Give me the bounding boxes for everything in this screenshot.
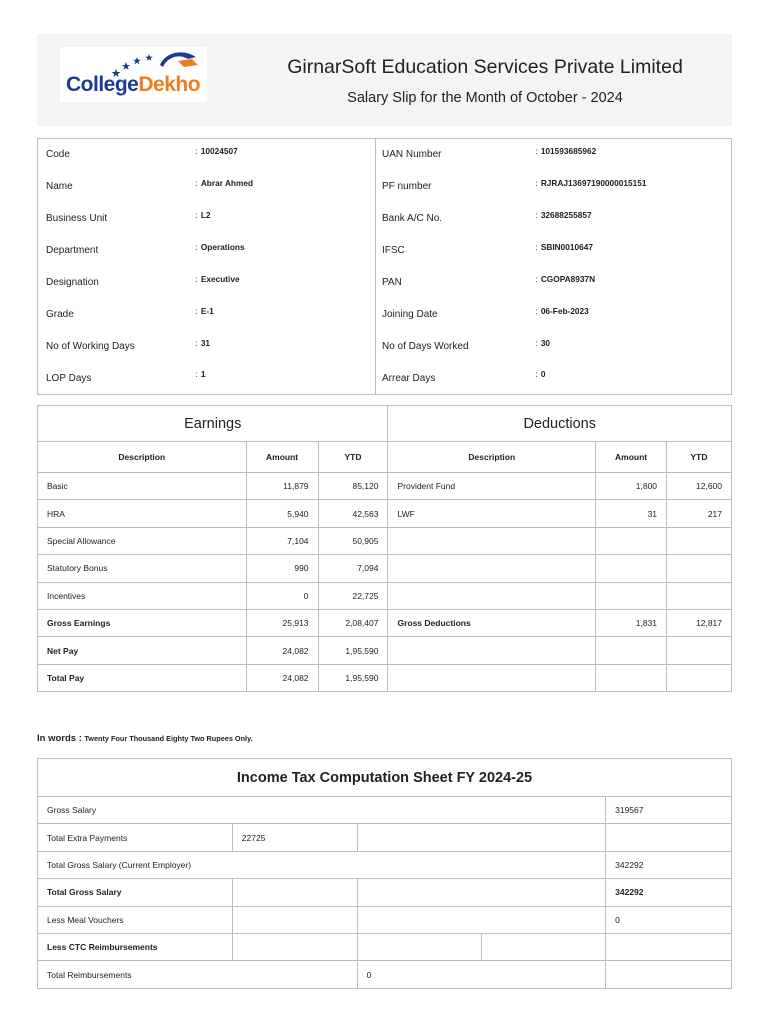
row-amount: 1,95,590 xyxy=(318,637,388,664)
row-amount: 2,08,407 xyxy=(318,609,388,636)
info-label: Arrear Days xyxy=(376,363,536,395)
row-description xyxy=(388,664,596,691)
row-amount: 22,725 xyxy=(318,582,388,609)
tax-label: Total Extra Payments xyxy=(38,824,233,851)
info-value: : Operations xyxy=(195,241,245,252)
info-value: : 10024507 xyxy=(195,145,238,156)
row-description: Incentives xyxy=(38,582,247,609)
row-amount: 42,563 xyxy=(318,500,388,527)
slip-header xyxy=(37,34,732,126)
words-label: In words : xyxy=(37,733,82,744)
tax-label: Less CTC Reimbursements xyxy=(38,933,233,960)
earnings-row xyxy=(38,500,732,527)
company-name: GirnarSoft Education Services Private Limited xyxy=(287,56,683,78)
tax-value: 319567 xyxy=(606,797,732,824)
row-amount xyxy=(596,637,667,664)
column-header: Description xyxy=(38,442,247,473)
row-description: Net Pay xyxy=(38,637,247,664)
tax-cell xyxy=(482,933,606,960)
info-label: Bank A/C No. xyxy=(376,203,536,235)
tax-label: Total Gross Salary xyxy=(38,879,233,906)
info-row xyxy=(38,331,732,363)
row-description: Statutory Bonus xyxy=(38,555,247,582)
row-amount: 12,817 xyxy=(667,609,732,636)
info-value: : 101593685962 xyxy=(535,145,597,156)
tax-cell xyxy=(606,961,732,988)
company-logo xyxy=(60,47,207,102)
column-header: Amount xyxy=(246,442,318,473)
info-label: UAN Number xyxy=(376,139,536,171)
info-value: : CGOPA8937N xyxy=(535,273,596,284)
row-amount: 85,120 xyxy=(318,473,388,500)
column-header: YTD xyxy=(667,442,732,473)
row-amount: 217 xyxy=(667,500,732,527)
row-amount: 5,940 xyxy=(246,500,318,527)
tax-cell xyxy=(357,824,606,851)
info-row xyxy=(38,139,732,171)
tax-cell xyxy=(357,933,482,960)
tax-value: 342292 xyxy=(606,879,732,906)
tax-value: 22725 xyxy=(232,824,357,851)
slip-subtitle: Salary Slip for the Month of October - 2024 xyxy=(347,90,623,106)
tax-value: 0 xyxy=(357,961,606,988)
info-label: Code xyxy=(46,149,70,161)
row-description: Gross Earnings xyxy=(38,609,247,636)
tax-cell xyxy=(357,906,606,933)
row-description: Special Allowance xyxy=(38,527,247,554)
row-description xyxy=(388,582,596,609)
row-amount xyxy=(667,664,732,691)
info-value: : 06-Feb-2023 xyxy=(535,305,589,316)
tax-cell xyxy=(357,879,606,906)
info-value: : 31 xyxy=(195,337,211,348)
row-amount: 50,905 xyxy=(318,527,388,554)
amount-in-words xyxy=(37,733,253,744)
income-tax-table xyxy=(37,758,732,989)
tax-cell xyxy=(232,906,357,933)
row-amount: 24,082 xyxy=(246,637,318,664)
row-description: LWF xyxy=(388,500,596,527)
row-amount: 7,094 xyxy=(318,555,388,582)
row-amount: 1,831 xyxy=(596,609,667,636)
row-amount: 12,600 xyxy=(667,473,732,500)
row-amount xyxy=(596,664,667,691)
row-amount: 990 xyxy=(246,555,318,582)
row-description xyxy=(388,527,596,554)
row-amount: 1,95,590 xyxy=(318,664,388,691)
logo-text: CollegeDekho xyxy=(66,73,201,96)
earnings-deductions-table xyxy=(37,405,732,692)
row-amount: 1,800 xyxy=(596,473,667,500)
info-value: : RJRAJ13697190000015151 xyxy=(535,177,647,188)
words-value: Twenty Four Thousand Eighty Two Rupees Only. xyxy=(84,734,253,743)
info-value: : Executive xyxy=(195,273,240,284)
row-description xyxy=(388,637,596,664)
column-header: Description xyxy=(388,442,596,473)
column-header: YTD xyxy=(318,442,388,473)
tax-cell xyxy=(606,933,732,960)
info-label: Designation xyxy=(46,277,99,288)
row-amount: 24,082 xyxy=(246,664,318,691)
tax-label: Less Meal Vouchers xyxy=(38,906,233,933)
row-amount: 25,913 xyxy=(246,609,318,636)
row-description: HRA xyxy=(38,500,247,527)
tax-title: Income Tax Computation Sheet FY 2024-25 xyxy=(38,759,732,797)
row-amount xyxy=(596,527,667,554)
tax-value: 342292 xyxy=(606,851,732,878)
info-label: LOP Days xyxy=(46,372,92,384)
earnings-row xyxy=(38,473,732,500)
info-label: PF number xyxy=(376,171,536,203)
earnings-heading: Earnings xyxy=(38,406,388,442)
info-row xyxy=(38,363,732,395)
info-row xyxy=(38,203,732,235)
row-description: Provident Fund xyxy=(388,473,596,500)
earnings-row xyxy=(38,582,732,609)
row-amount xyxy=(596,582,667,609)
row-amount xyxy=(667,582,732,609)
column-header: Amount xyxy=(596,442,667,473)
info-value: : 0 xyxy=(535,369,546,380)
row-amount: 31 xyxy=(596,500,667,527)
row-description xyxy=(388,555,596,582)
info-row xyxy=(38,235,732,267)
row-amount: 11,879 xyxy=(246,473,318,500)
row-amount: 7,104 xyxy=(246,527,318,554)
tax-label: Gross Salary xyxy=(38,797,606,824)
row-description: Total Pay xyxy=(38,664,247,691)
earnings-row xyxy=(38,555,732,582)
info-label: IFSC xyxy=(376,235,536,267)
earnings-row xyxy=(38,609,732,636)
info-label: Grade xyxy=(46,309,74,320)
info-label: Name xyxy=(46,181,73,192)
tax-label: Total Reimbursements xyxy=(38,961,358,988)
row-amount xyxy=(596,555,667,582)
info-value: : L2 xyxy=(195,209,211,220)
row-amount: 0 xyxy=(246,582,318,609)
info-value: : Abrar Ahmed xyxy=(195,177,254,188)
info-value: : 32688255857 xyxy=(535,209,592,220)
row-amount xyxy=(667,555,732,582)
tax-cell xyxy=(232,933,357,960)
info-label: Joining Date xyxy=(376,299,536,331)
info-label: No of Working Days xyxy=(46,341,135,352)
row-amount xyxy=(667,527,732,554)
info-value: : E-1 xyxy=(195,305,214,316)
row-amount xyxy=(667,637,732,664)
info-label: Department xyxy=(46,245,99,256)
tax-cell xyxy=(232,879,357,906)
tax-label: Total Gross Salary (Current Employer) xyxy=(38,851,606,878)
tax-value: 0 xyxy=(606,906,732,933)
info-label: No of Days Worked xyxy=(376,331,536,363)
earnings-row xyxy=(38,637,732,664)
info-value: : 30 xyxy=(535,337,551,348)
row-description: Gross Deductions xyxy=(388,609,596,636)
info-label: Business Unit xyxy=(46,213,108,224)
info-row xyxy=(38,299,732,331)
row-description: Basic xyxy=(38,473,247,500)
info-row xyxy=(38,267,732,299)
earnings-row xyxy=(38,527,732,554)
deductions-heading: Deductions xyxy=(388,406,732,442)
info-label: PAN xyxy=(376,267,536,299)
employee-info-table xyxy=(37,138,732,395)
info-value: : SBIN0010647 xyxy=(535,241,593,252)
earnings-row xyxy=(38,664,732,691)
info-value: : 1 xyxy=(195,369,206,380)
tax-cell xyxy=(606,824,732,851)
info-row xyxy=(38,171,732,203)
